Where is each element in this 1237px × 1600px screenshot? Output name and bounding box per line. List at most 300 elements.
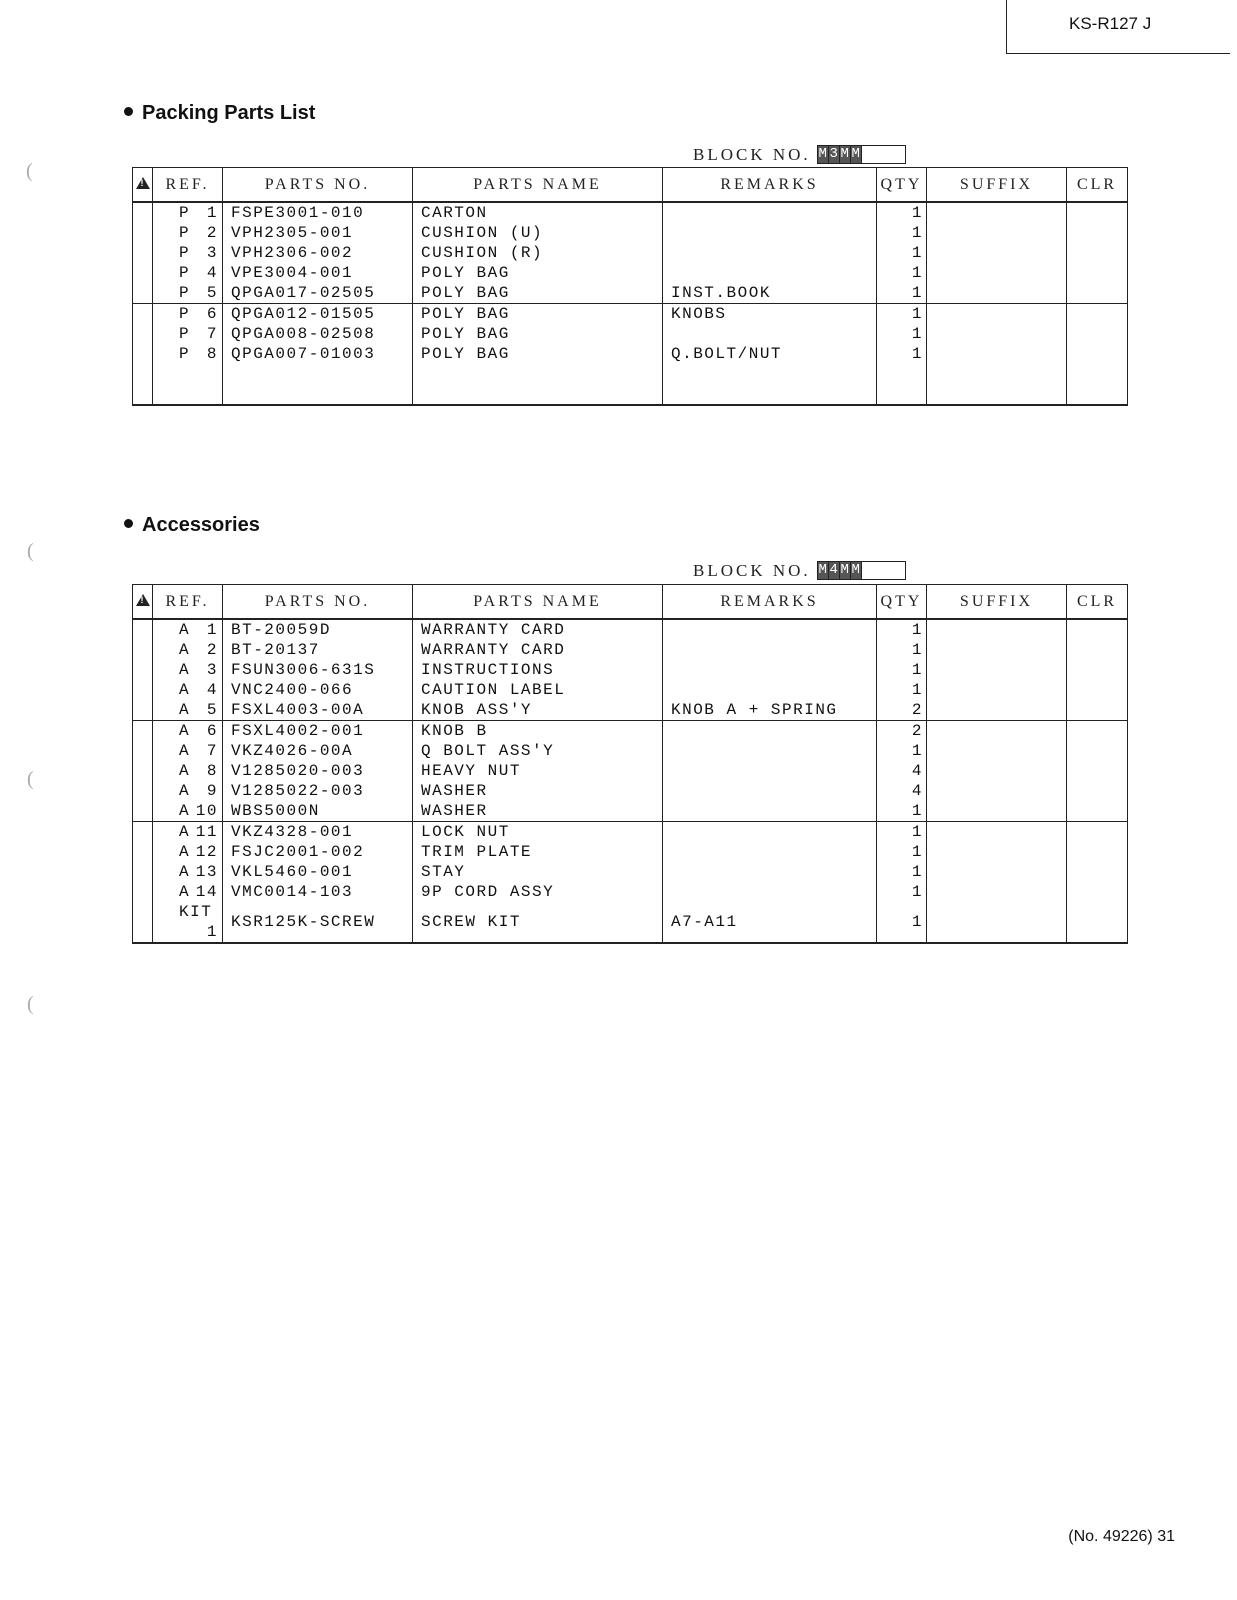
margin-speck: (	[27, 768, 34, 790]
qty-cell: 1	[877, 902, 927, 943]
ref-prefix: A	[179, 742, 191, 760]
parts-name-cell: KNOB ASS'Y	[413, 700, 663, 721]
ref-cell	[153, 660, 223, 680]
ref-cell	[153, 304, 223, 325]
mark-cell	[133, 842, 153, 862]
table-header-row	[133, 585, 1128, 620]
suffix-cell	[927, 700, 1067, 721]
qty-cell: 1	[877, 619, 927, 640]
qty-cell: 1	[877, 243, 927, 263]
ref-number: 7	[206, 742, 218, 760]
parts-no-cell: BT-20059D	[223, 619, 413, 640]
suffix-cell	[927, 822, 1067, 843]
suffix-cell	[927, 324, 1067, 344]
col-suffix: SUFFIX	[927, 585, 1067, 620]
ref-prefix: A	[179, 661, 191, 679]
ref-cell	[153, 263, 223, 283]
ref-cell	[153, 842, 223, 862]
parts-no-cell: BT-20137	[223, 640, 413, 660]
ref-prefix: P	[179, 345, 191, 363]
ref-number: 6	[206, 305, 218, 323]
ref-cell	[153, 619, 223, 640]
parts-no-cell: QPGA008-02508	[223, 324, 413, 344]
qty-cell: 1	[877, 283, 927, 304]
ref-cell	[153, 822, 223, 843]
suffix-cell	[927, 223, 1067, 243]
model-number: KS-R127 J	[1069, 14, 1152, 33]
ref-prefix: KIT	[179, 903, 213, 921]
qty-cell	[877, 384, 927, 405]
parts-no-cell	[223, 384, 413, 405]
clr-cell	[1067, 761, 1128, 781]
ref-cell	[153, 640, 223, 660]
remarks-cell: A7-A11	[663, 902, 877, 943]
suffix-cell	[927, 384, 1067, 405]
qty-cell: 1	[877, 842, 927, 862]
remarks-cell	[663, 364, 877, 384]
suffix-cell	[927, 263, 1067, 283]
section-heading-accessories: Accessories	[124, 514, 260, 537]
remarks-cell	[663, 660, 877, 680]
qty-cell: 4	[877, 781, 927, 801]
mark-cell	[133, 619, 153, 640]
qty-cell: 1	[877, 223, 927, 243]
clr-cell	[1067, 384, 1128, 405]
qty-cell: 1	[877, 263, 927, 283]
safety-warning-icon	[133, 585, 153, 620]
mark-cell	[133, 283, 153, 304]
remarks-cell	[663, 263, 877, 283]
mark-cell	[133, 324, 153, 344]
parts-no-cell: WBS5000N	[223, 801, 413, 822]
ref-number: 13	[195, 863, 218, 881]
mark-cell	[133, 882, 153, 902]
col-qty: QTY	[877, 585, 927, 620]
mark-cell	[133, 741, 153, 761]
suffix-cell	[927, 243, 1067, 263]
suffix-cell	[927, 801, 1067, 822]
remarks-cell	[663, 640, 877, 660]
qty-cell	[877, 364, 927, 384]
ref-prefix: A	[179, 802, 191, 820]
ref-number: 11	[195, 823, 218, 841]
ref-cell	[153, 902, 223, 943]
suffix-cell	[927, 640, 1067, 660]
qty-cell: 1	[877, 882, 927, 902]
ref-cell	[153, 741, 223, 761]
ref-prefix: A	[179, 883, 191, 901]
qty-cell: 1	[877, 660, 927, 680]
margin-speck: (	[27, 540, 34, 562]
mark-cell	[133, 384, 153, 405]
ref-prefix: P	[179, 244, 191, 262]
ref-prefix: P	[179, 305, 191, 323]
mark-cell	[133, 223, 153, 243]
table-row	[133, 741, 1128, 761]
ref-cell	[153, 364, 223, 384]
parts-name-cell: HEAVY NUT	[413, 761, 663, 781]
mark-cell	[133, 700, 153, 721]
table-row	[133, 364, 1128, 384]
qty-cell: 1	[877, 324, 927, 344]
table-row	[133, 243, 1128, 263]
suffix-cell	[927, 660, 1067, 680]
clr-cell	[1067, 304, 1128, 325]
clr-cell	[1067, 741, 1128, 761]
ref-number: 8	[206, 762, 218, 780]
table-row	[133, 304, 1128, 325]
table-row	[133, 680, 1128, 700]
col-clr: CLR	[1067, 168, 1128, 203]
suffix-cell	[927, 741, 1067, 761]
qty-cell: 1	[877, 801, 927, 822]
clr-cell	[1067, 263, 1128, 283]
table-row	[133, 721, 1128, 742]
col-ref: REF.	[153, 585, 223, 620]
ref-number: 1	[206, 923, 218, 941]
suffix-cell	[927, 283, 1067, 304]
ref-number: 1	[206, 204, 218, 222]
parts-name-cell: WARRANTY CARD	[413, 640, 663, 660]
margin-speck: (	[27, 993, 34, 1015]
clr-cell	[1067, 243, 1128, 263]
remarks-cell: Q.BOLT/NUT	[663, 344, 877, 364]
table-row	[133, 384, 1128, 405]
table-row	[133, 324, 1128, 344]
parts-name-cell: POLY BAG	[413, 344, 663, 364]
parts-no-cell: QPGA017-02505	[223, 283, 413, 304]
bullet-icon	[124, 107, 133, 116]
ref-cell	[153, 202, 223, 223]
parts-no-cell: FSJC2001-002	[223, 842, 413, 862]
clr-cell	[1067, 842, 1128, 862]
model-number-box	[1006, 0, 1230, 54]
parts-name-cell: TRIM PLATE	[413, 842, 663, 862]
col-parts-no: PARTS NO.	[223, 168, 413, 203]
qty-cell: 4	[877, 761, 927, 781]
remarks-cell	[663, 781, 877, 801]
clr-cell	[1067, 882, 1128, 902]
parts-name-cell: WASHER	[413, 801, 663, 822]
block-number-accessories	[693, 561, 906, 582]
table-row	[133, 640, 1128, 660]
clr-cell	[1067, 781, 1128, 801]
col-remarks: REMARKS	[663, 168, 877, 203]
parts-name-cell: WARRANTY CARD	[413, 619, 663, 640]
remarks-cell	[663, 202, 877, 223]
ref-cell	[153, 223, 223, 243]
ref-cell	[153, 243, 223, 263]
table-row	[133, 761, 1128, 781]
qty-cell: 2	[877, 700, 927, 721]
ref-prefix: P	[179, 204, 191, 222]
mark-cell	[133, 862, 153, 882]
col-parts-no: PARTS NO.	[223, 585, 413, 620]
ref-cell	[153, 862, 223, 882]
parts-name-cell: SCREW KIT	[413, 902, 663, 943]
clr-cell	[1067, 822, 1128, 843]
ref-prefix: A	[179, 722, 191, 740]
ref-number: 12	[195, 843, 218, 861]
ref-prefix: A	[179, 843, 191, 861]
ref-cell	[153, 781, 223, 801]
parts-name-cell: CARTON	[413, 202, 663, 223]
mark-cell	[133, 660, 153, 680]
col-clr: CLR	[1067, 585, 1128, 620]
block-label: BLOCK NO.	[693, 561, 811, 580]
remarks-cell	[663, 741, 877, 761]
page-footer: (No. 49226) 31	[1068, 1528, 1175, 1545]
ref-prefix: P	[179, 224, 191, 242]
ref-number: 9	[206, 782, 218, 800]
parts-no-cell: VPH2305-001	[223, 223, 413, 243]
parts-no-cell: VPE3004-001	[223, 263, 413, 283]
ref-number: 6	[206, 722, 218, 740]
clr-cell	[1067, 721, 1128, 742]
col-suffix: SUFFIX	[927, 168, 1067, 203]
mark-cell	[133, 364, 153, 384]
clr-cell	[1067, 680, 1128, 700]
ref-number: 1	[206, 621, 218, 639]
ref-prefix: A	[179, 641, 191, 659]
suffix-cell	[927, 619, 1067, 640]
ref-prefix: P	[179, 264, 191, 282]
suffix-cell	[927, 842, 1067, 862]
qty-cell: 1	[877, 822, 927, 843]
table-row	[133, 700, 1128, 721]
clr-cell	[1067, 202, 1128, 223]
table-header-row	[133, 168, 1128, 203]
parts-no-cell: V1285022-003	[223, 781, 413, 801]
table-row	[133, 619, 1128, 640]
ref-number: 8	[206, 345, 218, 363]
table-row	[133, 344, 1128, 364]
table-row	[133, 202, 1128, 223]
mark-cell	[133, 721, 153, 742]
ref-prefix: A	[179, 621, 191, 639]
remarks-cell	[663, 862, 877, 882]
section-heading-packing: Packing Parts List	[124, 102, 315, 125]
qty-cell: 1	[877, 344, 927, 364]
parts-no-cell: QPGA012-01505	[223, 304, 413, 325]
ref-prefix: P	[179, 325, 191, 343]
table-row	[133, 882, 1128, 902]
table-row	[133, 781, 1128, 801]
remarks-cell: KNOB A + SPRING	[663, 700, 877, 721]
clr-cell	[1067, 223, 1128, 243]
parts-name-cell: STAY	[413, 862, 663, 882]
block-number-packing	[693, 145, 906, 166]
ref-number: 2	[206, 224, 218, 242]
ref-prefix: A	[179, 823, 191, 841]
parts-name-cell: 9P CORD ASSY	[413, 882, 663, 902]
remarks-cell	[663, 223, 877, 243]
block-code-boxes: M 3 M M	[817, 145, 906, 164]
qty-cell: 1	[877, 680, 927, 700]
qty-cell: 1	[877, 202, 927, 223]
col-qty: QTY	[877, 168, 927, 203]
ref-prefix: A	[179, 762, 191, 780]
table-row	[133, 660, 1128, 680]
remarks-cell	[663, 680, 877, 700]
clr-cell	[1067, 344, 1128, 364]
suffix-cell	[927, 882, 1067, 902]
remarks-cell: INST.BOOK	[663, 283, 877, 304]
parts-name-cell: INSTRUCTIONS	[413, 660, 663, 680]
clr-cell	[1067, 700, 1128, 721]
ref-number: 3	[206, 244, 218, 262]
table-row	[133, 842, 1128, 862]
clr-cell	[1067, 283, 1128, 304]
suffix-cell	[927, 862, 1067, 882]
remarks-cell	[663, 842, 877, 862]
clr-cell	[1067, 619, 1128, 640]
ref-cell	[153, 283, 223, 304]
ref-number: 5	[206, 701, 218, 719]
remarks-cell	[663, 384, 877, 405]
parts-no-cell: KSR125K-SCREW	[223, 902, 413, 943]
bullet-icon	[124, 519, 133, 528]
suffix-cell	[927, 902, 1067, 943]
ref-cell	[153, 384, 223, 405]
table-row	[133, 283, 1128, 304]
ref-cell	[153, 882, 223, 902]
mark-cell	[133, 761, 153, 781]
ref-number: 3	[206, 661, 218, 679]
parts-no-cell: VMC0014-103	[223, 882, 413, 902]
ref-number: 7	[206, 325, 218, 343]
clr-cell	[1067, 660, 1128, 680]
ref-cell	[153, 721, 223, 742]
parts-name-cell: LOCK NUT	[413, 822, 663, 843]
ref-number: 10	[195, 802, 218, 820]
parts-no-cell: FSXL4002-001	[223, 721, 413, 742]
parts-name-cell: POLY BAG	[413, 263, 663, 283]
parts-name-cell: WASHER	[413, 781, 663, 801]
suffix-cell	[927, 364, 1067, 384]
parts-name-cell: Q BOLT ASS'Y	[413, 741, 663, 761]
ref-number: 4	[206, 264, 218, 282]
parts-no-cell: VKZ4328-001	[223, 822, 413, 843]
col-ref: REF.	[153, 168, 223, 203]
remarks-cell	[663, 324, 877, 344]
qty-cell: 1	[877, 640, 927, 660]
mark-cell	[133, 263, 153, 283]
clr-cell	[1067, 324, 1128, 344]
parts-no-cell: FSXL4003-00A	[223, 700, 413, 721]
suffix-cell	[927, 721, 1067, 742]
ref-number: 2	[206, 641, 218, 659]
qty-cell: 1	[877, 304, 927, 325]
remarks-cell	[663, 721, 877, 742]
parts-name-cell: POLY BAG	[413, 304, 663, 325]
remarks-cell	[663, 882, 877, 902]
parts-no-cell: QPGA007-01003	[223, 344, 413, 364]
ref-cell	[153, 761, 223, 781]
parts-name-cell: CUSHION (U)	[413, 223, 663, 243]
clr-cell	[1067, 364, 1128, 384]
block-code-boxes: M 4 M M	[817, 561, 906, 580]
mark-cell	[133, 902, 153, 943]
parts-no-cell: VKL5460-001	[223, 862, 413, 882]
table-row	[133, 223, 1128, 243]
ref-prefix: A	[179, 701, 191, 719]
qty-cell: 2	[877, 721, 927, 742]
parts-no-cell: FSUN3006-631S	[223, 660, 413, 680]
mark-cell	[133, 344, 153, 364]
suffix-cell	[927, 202, 1067, 223]
remarks-cell: KNOBS	[663, 304, 877, 325]
ref-cell	[153, 680, 223, 700]
parts-name-cell: KNOB B	[413, 721, 663, 742]
packing-parts-table	[132, 167, 1128, 406]
mark-cell	[133, 822, 153, 843]
ref-cell	[153, 324, 223, 344]
ref-number: 4	[206, 681, 218, 699]
clr-cell	[1067, 902, 1128, 943]
remarks-cell	[663, 822, 877, 843]
col-parts-name: PARTS NAME	[413, 168, 663, 203]
ref-cell	[153, 801, 223, 822]
mark-cell	[133, 243, 153, 263]
ref-number: 5	[206, 284, 218, 302]
mark-cell	[133, 640, 153, 660]
suffix-cell	[927, 344, 1067, 364]
ref-prefix: P	[179, 284, 191, 302]
remarks-cell	[663, 619, 877, 640]
clr-cell	[1067, 801, 1128, 822]
mark-cell	[133, 781, 153, 801]
qty-cell: 1	[877, 741, 927, 761]
suffix-cell	[927, 304, 1067, 325]
parts-name-cell: CUSHION (R)	[413, 243, 663, 263]
suffix-cell	[927, 781, 1067, 801]
mark-cell	[133, 304, 153, 325]
remarks-cell	[663, 243, 877, 263]
ref-prefix: A	[179, 863, 191, 881]
mark-cell	[133, 202, 153, 223]
ref-prefix: A	[179, 681, 191, 699]
clr-cell	[1067, 862, 1128, 882]
suffix-cell	[927, 761, 1067, 781]
table-row	[133, 822, 1128, 843]
ref-prefix: A	[179, 782, 191, 800]
col-parts-name: PARTS NAME	[413, 585, 663, 620]
parts-no-cell: VPH2306-002	[223, 243, 413, 263]
parts-no-cell: FSPE3001-010	[223, 202, 413, 223]
table-row	[133, 801, 1128, 822]
ref-cell	[153, 344, 223, 364]
parts-no-cell: V1285020-003	[223, 761, 413, 781]
table-row	[133, 862, 1128, 882]
table-row	[133, 902, 1128, 943]
ref-cell	[153, 700, 223, 721]
parts-name-cell: POLY BAG	[413, 283, 663, 304]
safety-warning-icon	[133, 168, 153, 203]
parts-name-cell: CAUTION LABEL	[413, 680, 663, 700]
clr-cell	[1067, 640, 1128, 660]
parts-name-cell	[413, 364, 663, 384]
accessories-parts-table	[132, 584, 1128, 944]
margin-speck: (	[26, 160, 33, 182]
parts-no-cell: VKZ4026-00A	[223, 741, 413, 761]
remarks-cell	[663, 761, 877, 781]
parts-name-cell	[413, 384, 663, 405]
mark-cell	[133, 801, 153, 822]
parts-name-cell: POLY BAG	[413, 324, 663, 344]
parts-no-cell: VNC2400-066	[223, 680, 413, 700]
mark-cell	[133, 680, 153, 700]
